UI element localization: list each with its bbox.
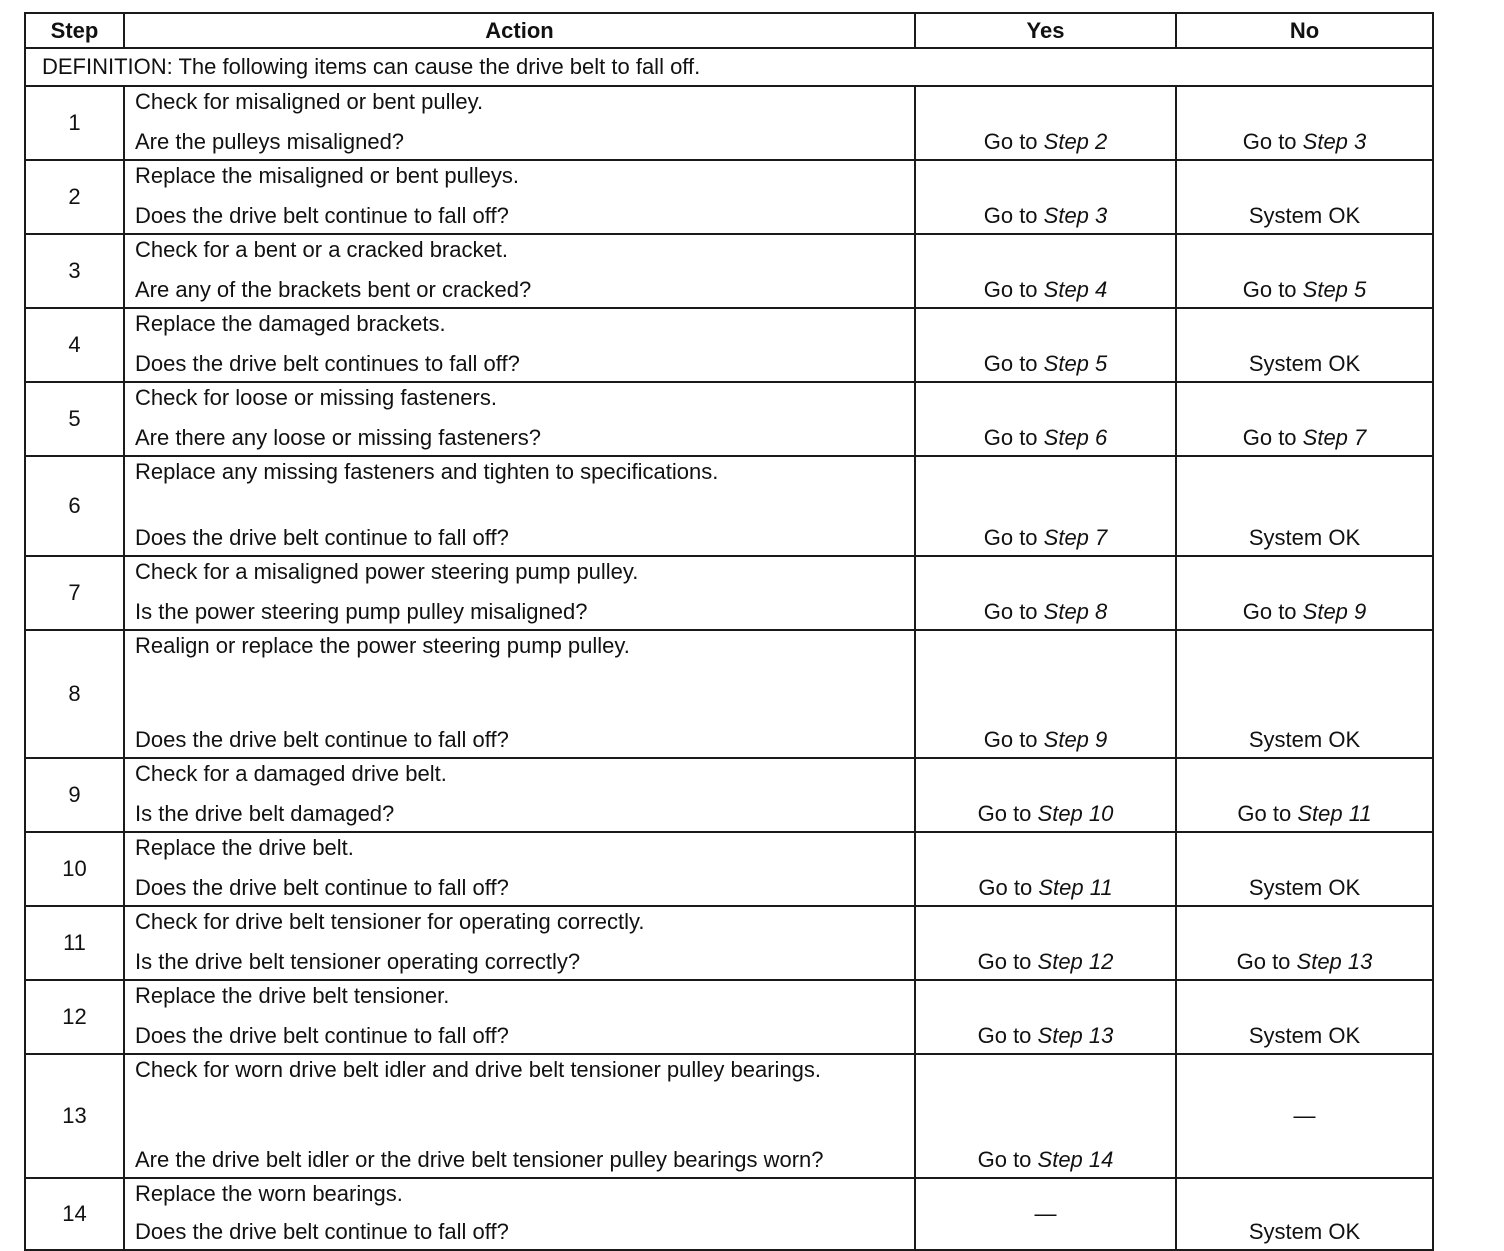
action-question: Does the drive belt continue to fall off? xyxy=(135,1219,509,1244)
action-content xyxy=(135,309,904,377)
no-step-link[interactable]: Step 5 xyxy=(1302,277,1367,302)
yes-result xyxy=(915,1054,1176,1178)
table-row xyxy=(25,160,1433,234)
action-question: Does the drive belt continue to fall off? xyxy=(135,1023,509,1048)
yes-result-text: Go to xyxy=(983,425,1044,450)
no-result xyxy=(1176,382,1433,456)
action-cell xyxy=(124,906,915,980)
action-instruction: Check for a misaligned power steering pump pulley. xyxy=(135,559,639,584)
action-instruction: Check for worn drive belt idler and drive belt tensioner pulley bearings. xyxy=(135,1057,822,1082)
action-question: Does the drive belt continue to fall off? xyxy=(135,875,509,900)
action-content xyxy=(135,631,904,753)
table-row xyxy=(25,456,1433,556)
yes-result-text: Go to xyxy=(983,351,1044,376)
yes-step-link[interactable]: Step 12 xyxy=(1037,949,1114,974)
yes-result-text: Go to xyxy=(983,203,1044,228)
header-action: Action xyxy=(124,13,915,48)
action-instruction: Check for misaligned or bent pulley. xyxy=(135,89,484,114)
action-instruction: Check for a bent or a cracked bracket. xyxy=(135,237,508,262)
yes-result-text: Go to xyxy=(977,1023,1038,1048)
no-result-text: Go to xyxy=(1242,277,1303,302)
yes-result xyxy=(915,906,1176,980)
no-result-text: System OK xyxy=(1248,1219,1361,1244)
action-content xyxy=(135,907,904,975)
yes-step-link[interactable]: Step 10 xyxy=(1037,801,1114,826)
action-cell xyxy=(124,234,915,308)
no-result xyxy=(1176,906,1433,980)
action-question: Are the drive belt idler or the drive belt tensioner pulley bearings worn? xyxy=(135,1147,824,1172)
action-question: Are the pulleys misaligned? xyxy=(135,129,405,154)
table-row xyxy=(25,234,1433,308)
action-instruction: Realign or replace the power steering pump pulley. xyxy=(135,633,630,658)
yes-result xyxy=(915,456,1176,556)
action-cell xyxy=(124,630,915,758)
definition-text: DEFINITION: The following items can cause the drive belt to fall off. xyxy=(25,48,1433,86)
no-step-link[interactable]: Step 13 xyxy=(1296,949,1373,974)
yes-result-text: Go to xyxy=(977,949,1038,974)
yes-result-text: Go to xyxy=(978,875,1039,900)
table-row xyxy=(25,308,1433,382)
yes-result-text: Go to xyxy=(977,1147,1038,1172)
no-result-text: Go to xyxy=(1237,801,1298,826)
no-result xyxy=(1176,556,1433,630)
action-cell xyxy=(124,308,915,382)
action-instruction: Replace the drive belt. xyxy=(135,835,354,860)
yes-step-link[interactable]: Step 7 xyxy=(1043,525,1108,550)
yes-result xyxy=(915,308,1176,382)
yes-result-text: Go to xyxy=(983,727,1044,752)
no-result xyxy=(1176,980,1433,1054)
no-result xyxy=(1176,234,1433,308)
table-row xyxy=(25,86,1433,160)
no-result-text: Go to xyxy=(1242,425,1303,450)
yes-result xyxy=(915,86,1176,160)
action-cell xyxy=(124,86,915,160)
no-result-text: System OK xyxy=(1248,1023,1361,1048)
yes-result xyxy=(915,160,1176,234)
no-result-text: System OK xyxy=(1248,875,1361,900)
no-result-text: Go to xyxy=(1236,949,1297,974)
action-content xyxy=(135,1055,904,1173)
action-question: Is the drive belt tensioner operating correctly? xyxy=(135,949,581,974)
table-row xyxy=(25,382,1433,456)
table-row xyxy=(25,906,1433,980)
no-step-link[interactable]: Step 3 xyxy=(1302,129,1367,154)
no-result-text: — xyxy=(1293,1103,1316,1128)
diagnostic-table xyxy=(24,12,1434,1251)
table-row xyxy=(25,758,1433,832)
header-no: No xyxy=(1176,13,1433,48)
action-content xyxy=(135,161,904,229)
step-number: 7 xyxy=(25,556,124,630)
no-result xyxy=(1176,630,1433,758)
header-yes: Yes xyxy=(915,13,1176,48)
no-result-text: Go to xyxy=(1242,599,1303,624)
action-cell xyxy=(124,980,915,1054)
action-content xyxy=(135,759,904,827)
no-result-text: System OK xyxy=(1248,203,1361,228)
action-content xyxy=(135,457,904,551)
table-row xyxy=(25,556,1433,630)
no-result xyxy=(1176,832,1433,906)
yes-result-text: Go to xyxy=(977,801,1038,826)
yes-step-link[interactable]: Step 13 xyxy=(1037,1023,1114,1048)
action-instruction: Replace the worn bearings. xyxy=(135,1181,403,1206)
yes-result xyxy=(915,758,1176,832)
yes-result xyxy=(915,382,1176,456)
action-content xyxy=(135,833,904,901)
action-instruction: Replace the drive belt tensioner. xyxy=(135,983,450,1008)
yes-result xyxy=(915,630,1176,758)
header-row xyxy=(25,13,1433,48)
no-result xyxy=(1176,456,1433,556)
step-number: 5 xyxy=(25,382,124,456)
yes-result xyxy=(915,1178,1176,1250)
action-instruction: Replace any missing fasteners and tighten to specifications. xyxy=(135,459,719,484)
action-instruction: Replace the misaligned or bent pulleys. xyxy=(135,163,520,188)
table-row xyxy=(25,630,1433,758)
action-cell xyxy=(124,832,915,906)
yes-step-link[interactable]: Step 11 xyxy=(1038,875,1113,900)
action-content xyxy=(135,557,904,625)
yes-step-link[interactable]: Step 8 xyxy=(1043,599,1108,624)
yes-result-text: Go to xyxy=(983,129,1044,154)
yes-step-link[interactable]: Step 3 xyxy=(1043,203,1108,228)
no-result xyxy=(1176,160,1433,234)
step-number: 11 xyxy=(25,906,124,980)
action-cell xyxy=(124,556,915,630)
action-cell xyxy=(124,160,915,234)
action-question: Is the drive belt damaged? xyxy=(135,801,395,826)
action-content xyxy=(135,383,904,451)
action-content xyxy=(135,981,904,1049)
step-number: 6 xyxy=(25,456,124,556)
step-number: 8 xyxy=(25,630,124,758)
no-result-text: System OK xyxy=(1248,351,1361,376)
yes-result-text: Go to xyxy=(983,277,1044,302)
step-number: 14 xyxy=(25,1178,124,1250)
no-result xyxy=(1176,1178,1433,1250)
step-number: 1 xyxy=(25,86,124,160)
step-number: 12 xyxy=(25,980,124,1054)
action-cell xyxy=(124,758,915,832)
yes-step-link[interactable]: Step 2 xyxy=(1043,129,1108,154)
action-cell xyxy=(124,1178,915,1250)
step-number: 13 xyxy=(25,1054,124,1178)
no-result-text: System OK xyxy=(1248,727,1361,752)
action-question: Does the drive belt continues to fall off? xyxy=(135,351,520,376)
action-instruction: Check for drive belt tensioner for operating correctly. xyxy=(135,909,645,934)
yes-result-text: Go to xyxy=(983,525,1044,550)
no-step-link[interactable]: Step 11 xyxy=(1297,801,1372,826)
no-result xyxy=(1176,758,1433,832)
action-instruction: Check for a damaged drive belt. xyxy=(135,761,447,786)
action-question: Does the drive belt continue to fall off? xyxy=(135,525,509,550)
yes-result xyxy=(915,832,1176,906)
no-result-text: Go to xyxy=(1242,129,1303,154)
no-step-link[interactable]: Step 9 xyxy=(1302,599,1367,624)
action-question: Is the power steering pump pulley misaligned? xyxy=(135,599,588,624)
action-cell xyxy=(124,456,915,556)
yes-result xyxy=(915,234,1176,308)
yes-step-link[interactable]: Step 5 xyxy=(1043,351,1108,376)
yes-result xyxy=(915,556,1176,630)
action-content xyxy=(135,1179,904,1245)
table-row xyxy=(25,1054,1433,1178)
yes-result-text: — xyxy=(1034,1201,1057,1226)
yes-result xyxy=(915,980,1176,1054)
step-number: 4 xyxy=(25,308,124,382)
action-instruction: Replace the damaged brackets. xyxy=(135,311,446,336)
action-content xyxy=(135,235,904,303)
yes-result-text: Go to xyxy=(983,599,1044,624)
table-row xyxy=(25,832,1433,906)
action-question: Are there any loose or missing fasteners? xyxy=(135,425,541,450)
no-result xyxy=(1176,86,1433,160)
yes-step-link[interactable]: Step 9 xyxy=(1043,727,1108,752)
action-question: Does the drive belt continue to fall off? xyxy=(135,727,509,752)
yes-step-link[interactable]: Step 6 xyxy=(1043,425,1108,450)
action-instruction: Check for loose or missing fasteners. xyxy=(135,385,497,410)
no-result-text: System OK xyxy=(1248,525,1361,550)
no-step-link[interactable]: Step 7 xyxy=(1302,425,1367,450)
action-content xyxy=(135,87,904,155)
no-result xyxy=(1176,1054,1433,1178)
action-cell xyxy=(124,382,915,456)
table-row xyxy=(25,980,1433,1054)
action-cell xyxy=(124,1054,915,1178)
header-step: Step xyxy=(25,13,124,48)
definition-row xyxy=(25,48,1433,86)
table-row xyxy=(25,1178,1433,1250)
step-number: 10 xyxy=(25,832,124,906)
yes-step-link[interactable]: Step 14 xyxy=(1037,1147,1114,1172)
no-result xyxy=(1176,308,1433,382)
step-number: 9 xyxy=(25,758,124,832)
yes-step-link[interactable]: Step 4 xyxy=(1043,277,1108,302)
step-number: 3 xyxy=(25,234,124,308)
action-question: Does the drive belt continue to fall off? xyxy=(135,203,509,228)
step-number: 2 xyxy=(25,160,124,234)
action-question: Are any of the brackets bent or cracked? xyxy=(135,277,532,302)
